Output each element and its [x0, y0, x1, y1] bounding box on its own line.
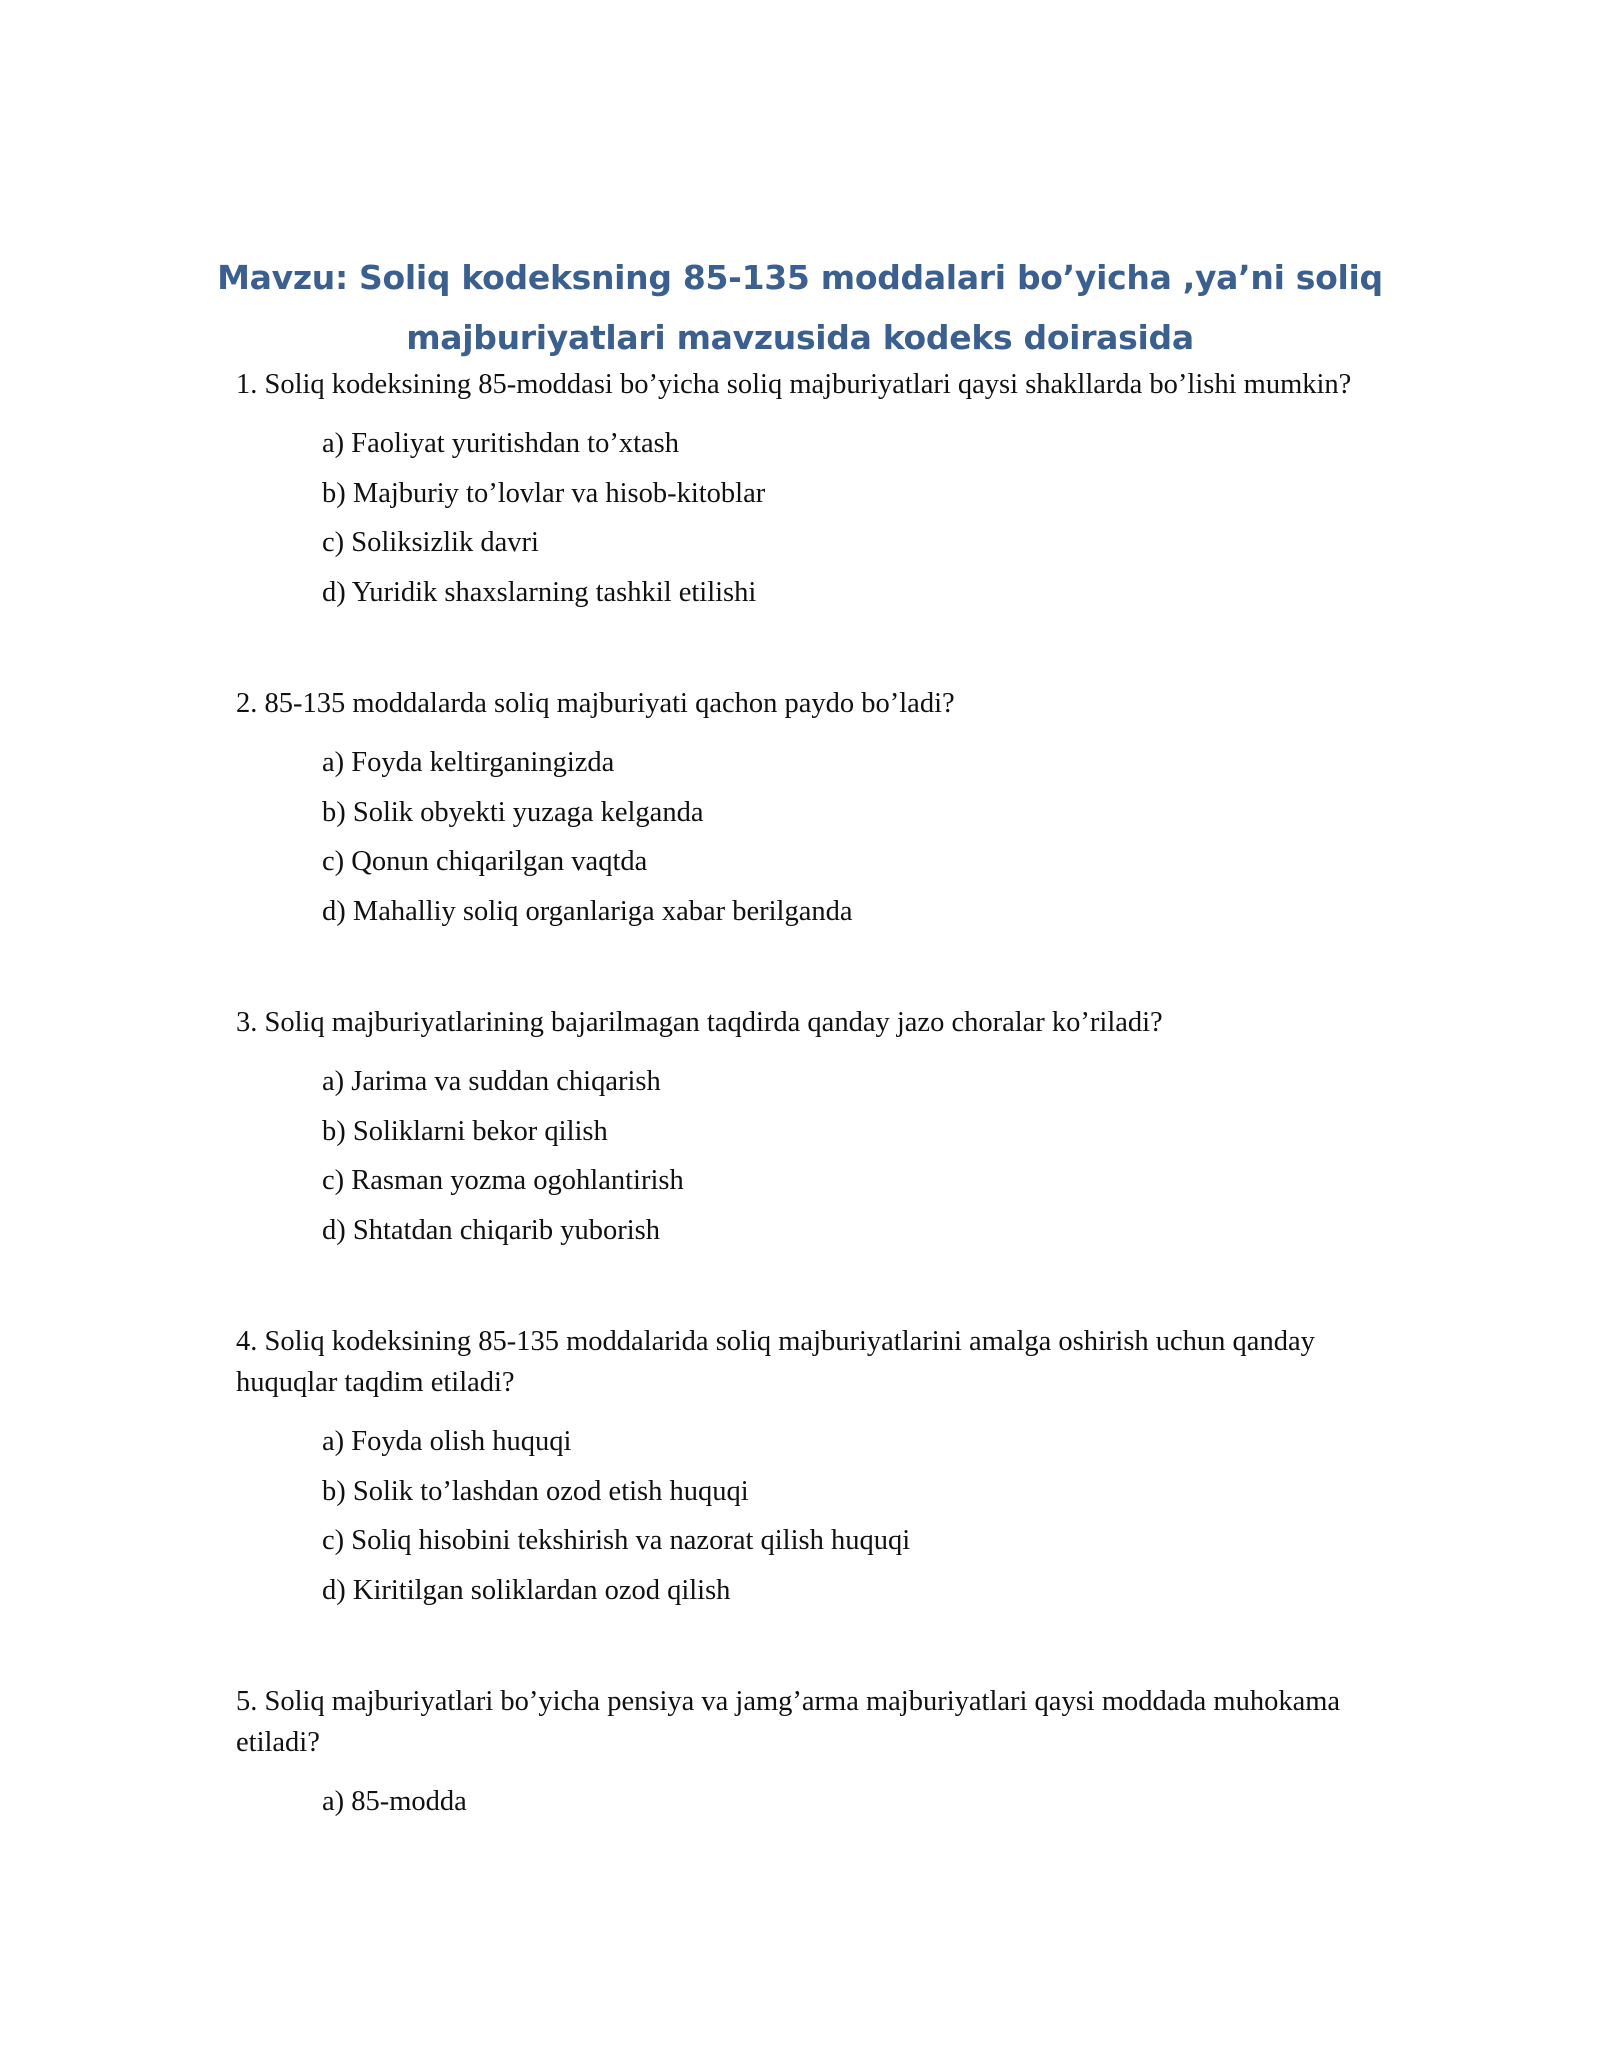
document-title [200, 248, 1400, 368]
question-1 [236, 364, 1386, 617]
answer-options [236, 738, 1386, 936]
question-text: 3. Soliq majburiyatlarining bajarilmagan taqdirda qanday jazo choralar ko’riladi? [236, 1007, 1163, 1038]
answer-option-a: a) Foyda keltirganingizda [322, 747, 615, 778]
title-line-1: Mavzu: Soliq kodeksning 85-135 moddalari bo’yicha ,ya’ni soliq [217, 258, 1383, 297]
answer-option-b: b) Solik to’lashdan ozod etish huquqi [322, 1475, 749, 1507]
title-line-2: majburiyatlari mavzusida kodeks doirasida [406, 318, 1194, 357]
question-text: 2. 85-135 moddalarda soliq majburiyati qachon paydo bo’ladi? [236, 688, 955, 719]
spacer [236, 936, 1386, 1002]
answer-option-c: c) Qonun chiqarilgan vaqtda [322, 846, 648, 877]
answer-options [236, 1057, 1386, 1255]
spacer [236, 1615, 1386, 1681]
answer-option-d: d) Kiritilgan soliklardan ozod qilish [322, 1574, 731, 1606]
answer-option-c: c) Rasman yozma ogohlantirish [322, 1165, 684, 1196]
answer-options [236, 419, 1386, 617]
question-4 [236, 1321, 1386, 1615]
answer-option-d: d) Yuridik shaxslarning tashkil etilishi [322, 576, 757, 608]
answer-options [236, 1417, 1386, 1615]
question-2 [236, 683, 1386, 936]
question-list [236, 364, 1386, 1827]
question-3 [236, 1002, 1386, 1255]
question-5 [236, 1681, 1386, 1827]
answer-option-c: c) Soliksizlik davri [322, 527, 539, 558]
answer-option-a: a) Faoliyat yuritishdan to’xtash [322, 428, 679, 459]
answer-option-b: b) Soliklarni bekor qilish [322, 1115, 608, 1147]
question-text: 4. Soliq kodeksining 85-135 moddalarida soliq majburiyatlarini amalga oshirish uchun qanday huquqlar taqdim etiladi? [236, 1326, 1315, 1398]
answer-option-a: a) 85-modda [322, 1786, 467, 1817]
answer-options [236, 1777, 1386, 1827]
spacer [236, 617, 1386, 683]
answer-option-a: a) Jarima va suddan chiqarish [322, 1066, 661, 1097]
answer-option-c: c) Soliq hisobini tekshirish va nazorat qilish huquqi [322, 1525, 911, 1556]
answer-option-d: d) Mahalliy soliq organlariga xabar berilganda [322, 895, 853, 927]
answer-option-b: b) Solik obyekti yuzaga kelganda [322, 796, 704, 828]
answer-option-d: d) Shtatdan chiqarib yuborish [322, 1214, 660, 1246]
spacer [236, 1255, 1386, 1321]
question-text: 5. Soliq majburiyatlari bo’yicha pensiya va jamg’arma majburiyatlari qaysi moddada muhokama etiladi? [236, 1686, 1341, 1758]
answer-option-b: b) Majburiy to’lovlar va hisob-kitoblar [322, 477, 766, 509]
question-text: 1. Soliq kodeksining 85-moddasi bo’yicha soliq majburiyatlari qaysi shakllarda bo’lishi mumkin? [236, 369, 1352, 400]
answer-option-a: a) Foyda olish huquqi [322, 1426, 572, 1457]
